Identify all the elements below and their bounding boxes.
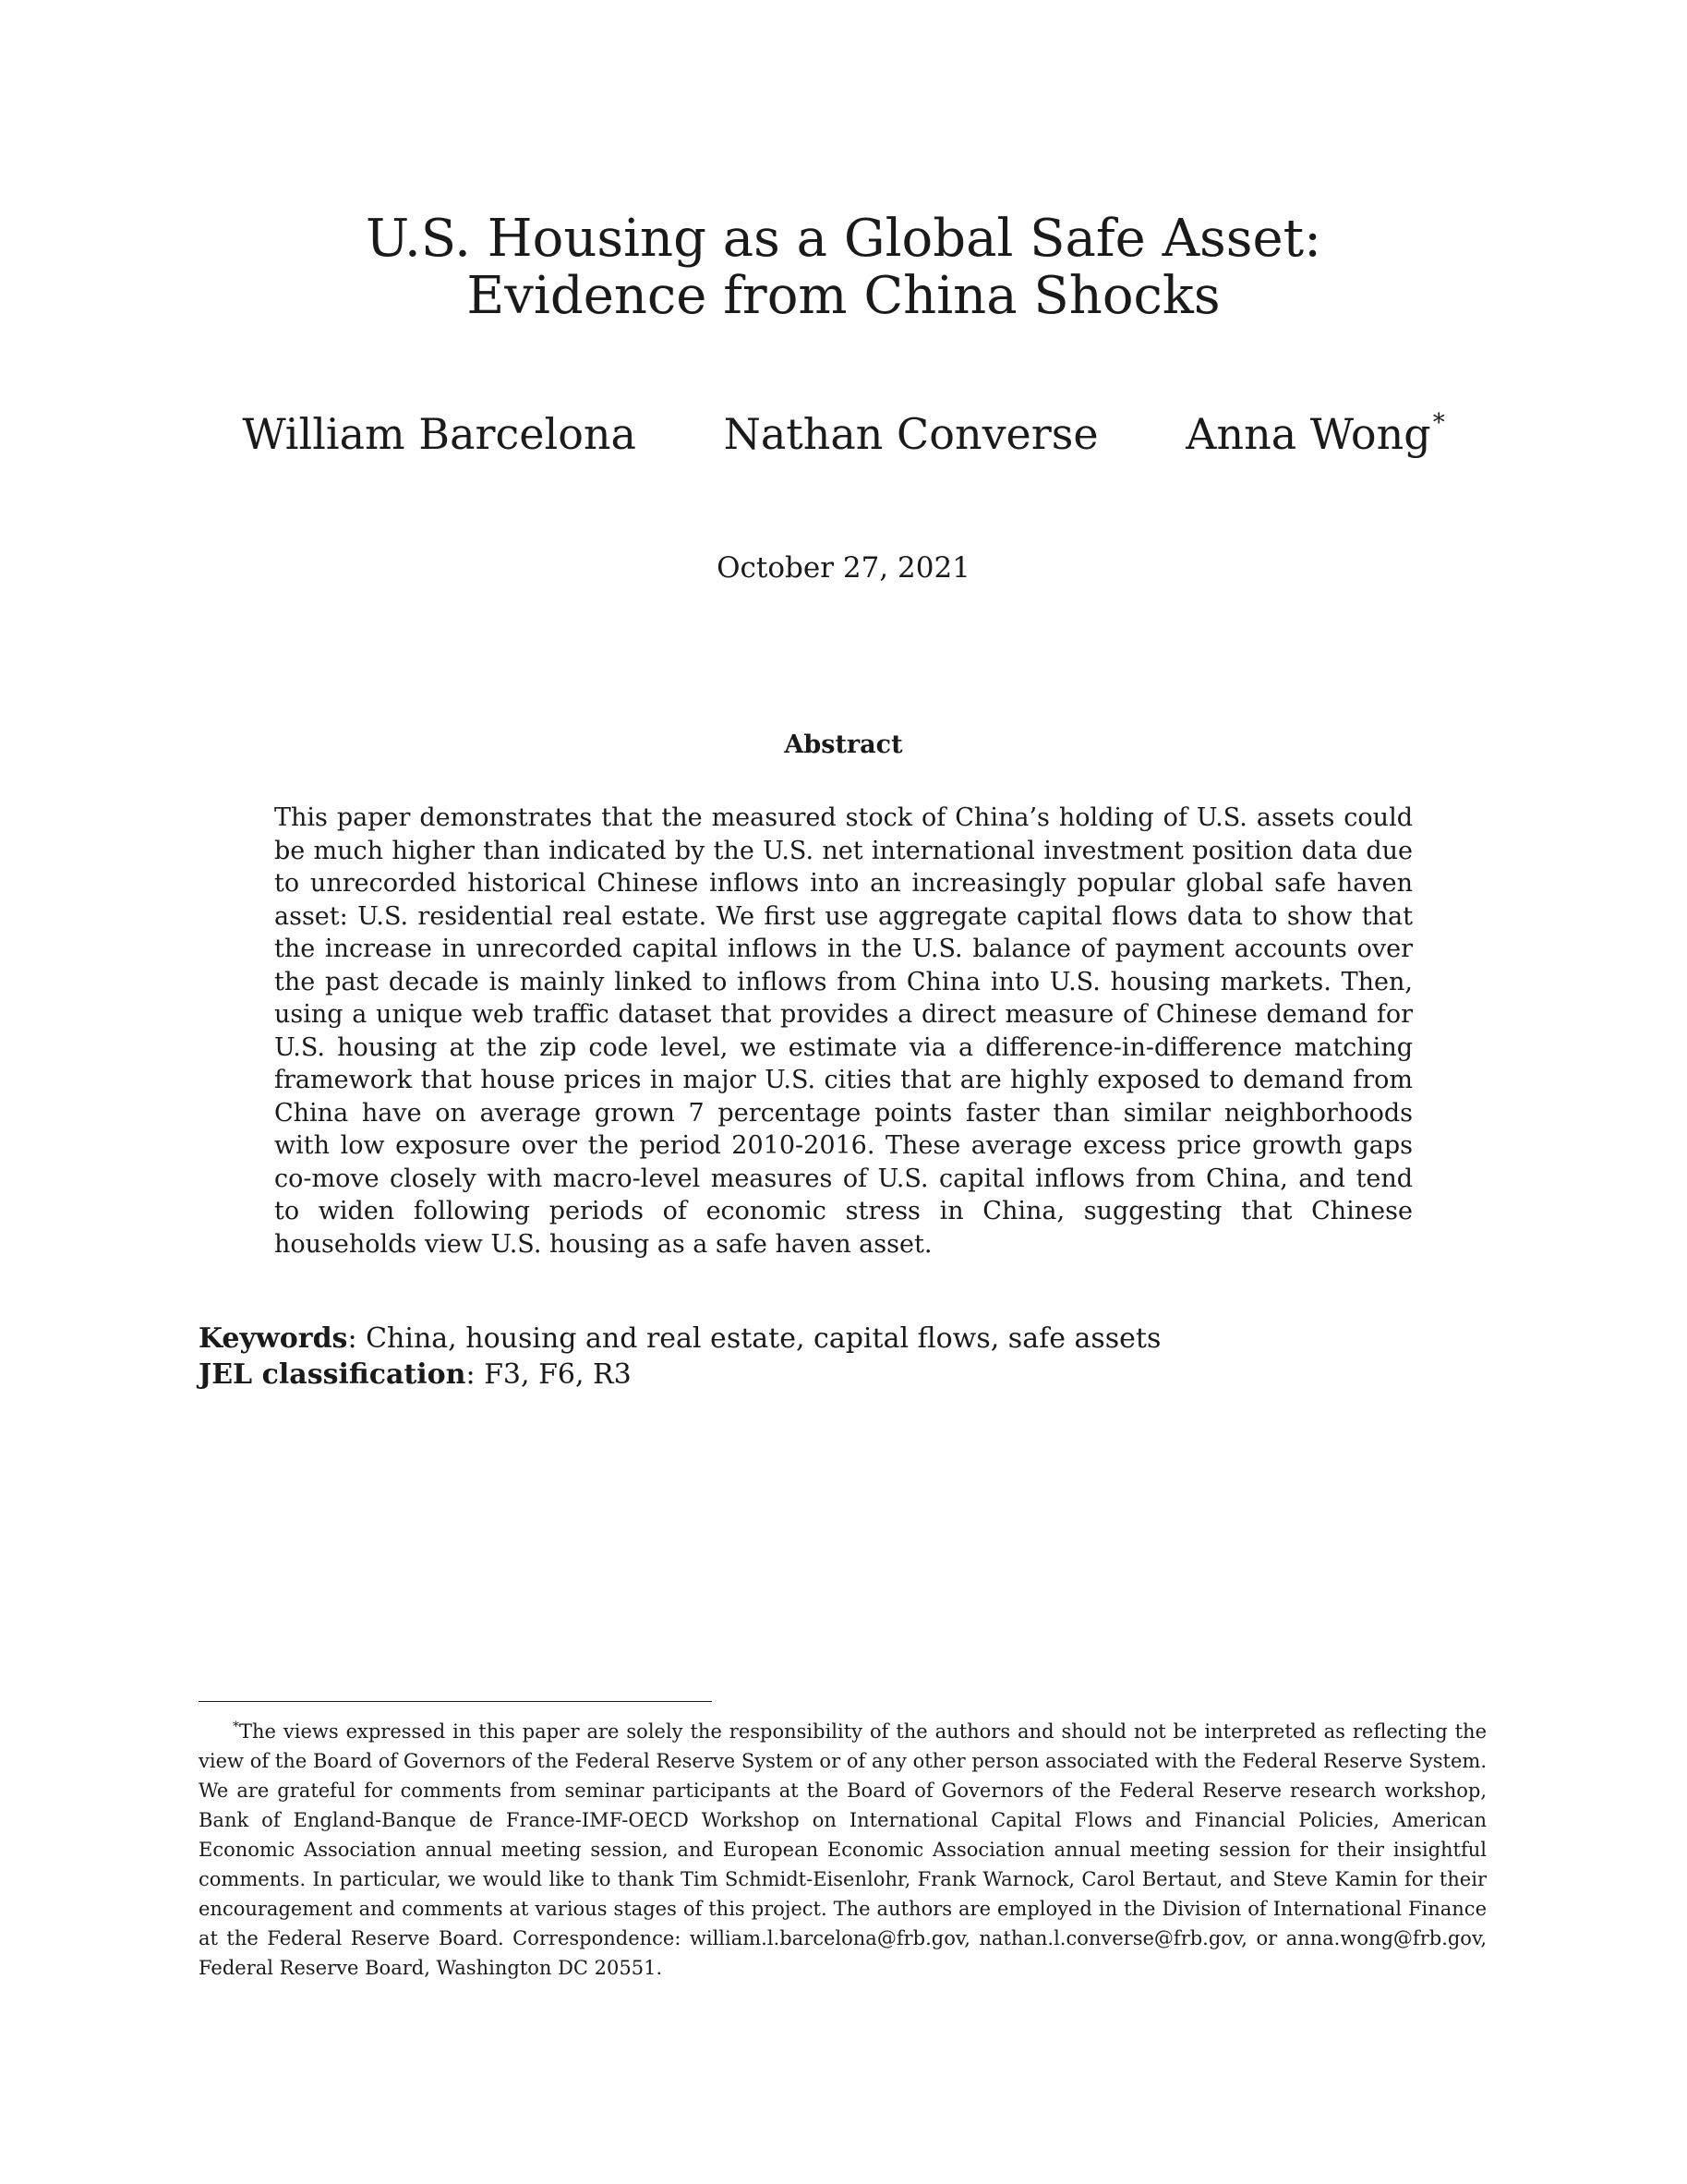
footnote-marker: * — [233, 1719, 239, 1734]
jel-value: : F3, F6, R3 — [465, 1358, 632, 1391]
author-wong-name: Anna Wong — [1186, 409, 1431, 459]
keywords-line — [199, 1321, 1491, 1357]
author-list — [0, 397, 1687, 460]
author-wong — [1186, 397, 1444, 460]
author-footnote-marker: * — [1432, 409, 1445, 437]
author-barcelona: William Barcelona — [242, 409, 636, 459]
abstract-body: This paper demonstrates that the measured stock of China’s holding of U.S. assets could be much higher than indicated by the U.S. net international investment position data due to unrecorded historical Chinese inflows into an increasingly popular global safe haven asset: U.S. residential real estate. We first use aggregate capital flows data to show that the increase in unrecorded capital inflows in the U.S. balance of payment accounts over the past decade is mainly linked to inflows from China into U.S. housing markets. Then, using a unique web traffic dataset that provides a direct measure of Chinese demand for U.S. housing at the zip code level, we estimate via a difference-in-difference matching framework that house prices in major U.S. cities that are highly exposed to demand from China have on average grown 7 percentage points faster than similar neighborhoods with low exposure over the period 2010-2016. These average excess price growth gaps co-move closely with macro-level measures of U.S. capital inflows from China, and tend to widen following periods of economic stress in China, suggesting that Chinese households view U.S. housing as a safe haven asset. — [274, 803, 1413, 1259]
author-converse: Nathan Converse — [723, 409, 1099, 459]
title-line-1: U.S. Housing as a Global Safe Asset: — [365, 209, 1322, 269]
keywords-label: Keywords — [199, 1322, 348, 1355]
title-line-2: Evidence from China Shocks — [466, 266, 1221, 326]
paper-title — [0, 211, 1687, 325]
jel-label: JEL classification — [199, 1358, 466, 1391]
publication-date: October 27, 2021 — [717, 551, 970, 585]
jel-line — [199, 1357, 1491, 1393]
footnote — [199, 1712, 1487, 1983]
keywords-value: : China, housing and real estate, capital flows, safe assets — [347, 1322, 1162, 1355]
abstract-heading: Abstract — [784, 730, 903, 759]
footnote-divider — [199, 1701, 712, 1702]
footnote-text: The views expressed in this paper are solely the responsibility of the authors and should not be interpreted as reflecting the view of the Board of Governors of the Federal Reserve System or of any other person associated with the Federal Reserve System. We are grateful for comments from seminar participants at the Board of Governors of the Federal Reserve research workshop, Bank of England-Banque de France-IMF-OECD Workshop on International Capital Flows and Financial Policies, American Economic Association annual meeting session, and European Economic Association annual meeting session for their insightful comments. In particular, we would like to thank Tim Schmidt-Eisenlohr, Frank Warnock, Carol Bertaut, and Steve Kamin for their encouragement and comments at various stages of this project. The authors are employed in the Division of International Finance at the Federal Reserve Board. Correspondence: william.l.barcelona@frb.gov, nathan.l.converse@frb.gov, or anna.wong@frb.gov, Federal Reserve Board, Washington DC 20551. — [199, 1720, 1487, 1979]
keywords-block — [199, 1321, 1491, 1393]
